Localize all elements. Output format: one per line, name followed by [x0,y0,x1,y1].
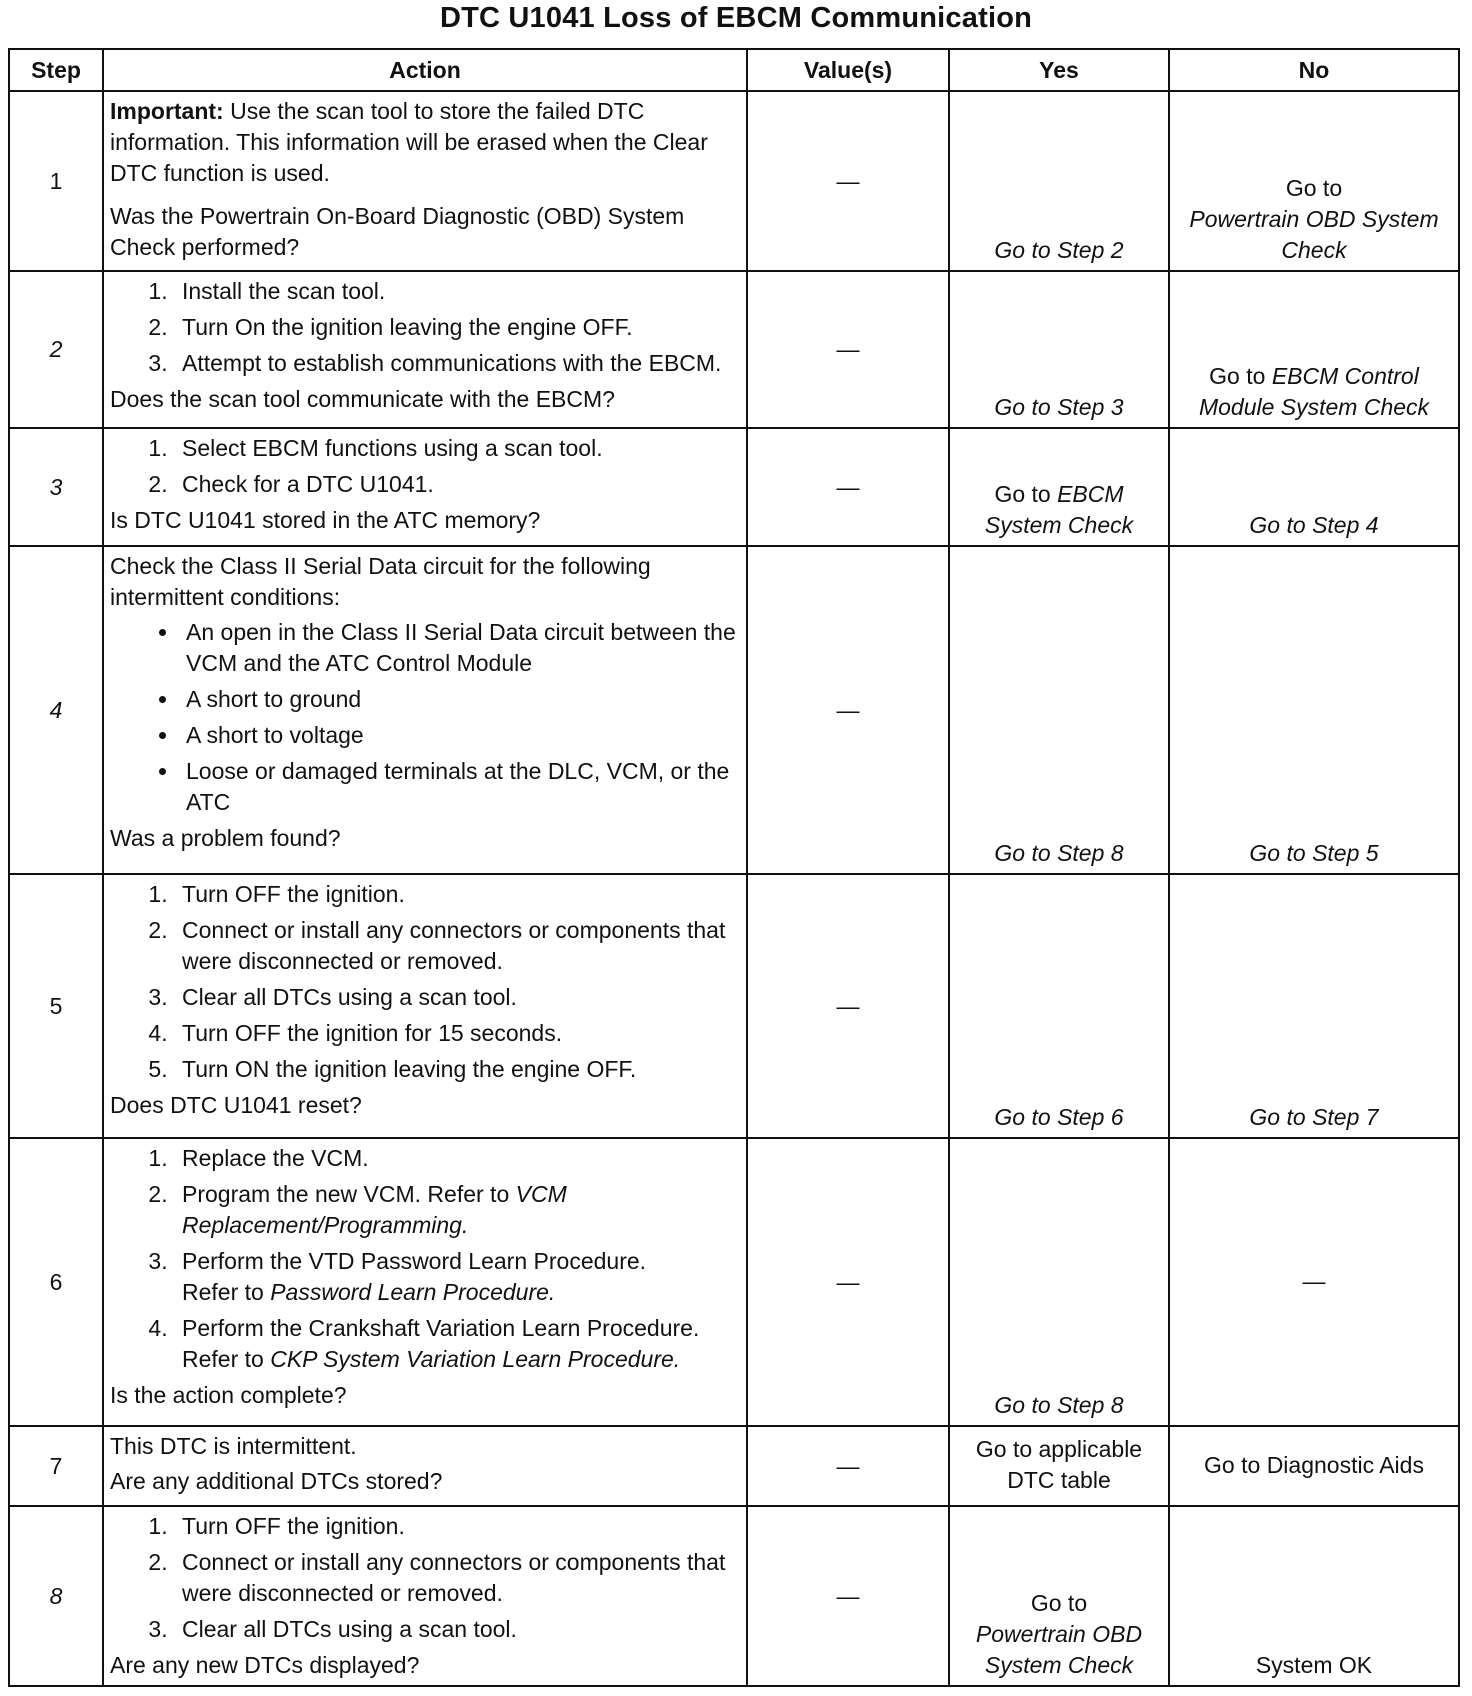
refer-to: Refer to [182,1346,264,1372]
list-item: • Loose or damaged terminals at the DLC, VCM, or the ATC [180,756,738,818]
value-cell: — [747,546,949,874]
value-cell: — [747,1506,949,1686]
list-item [174,1246,738,1308]
question: Was the Powertrain On-Board Diagnostic (OBD) System Check performed? [110,203,685,260]
value-cell: — [747,271,949,428]
yes-prefix: Go to [994,481,1051,507]
no-cell [1169,874,1459,1138]
yes-link-go-to-step-2[interactable]: Go to Step 2 [994,237,1124,263]
yes-link-powertrain-obd-system-check[interactable]: Powertrain OBD System Check [975,1621,1143,1678]
action-list [110,1143,738,1375]
header-values: Value(s) [747,49,949,91]
list-item: 1. Install the scan tool. [174,276,738,307]
list-item: 1. Turn OFF the ignition. [174,879,738,910]
step-number: 6 [9,1138,103,1426]
action-cell [103,1138,747,1426]
header-action: Action [103,49,747,91]
list-item: • A short to voltage [180,720,738,751]
list-item: 1. Turn OFF the ignition. [174,1511,738,1542]
no-link-go-to-step-4[interactable]: Go to Step 4 [1249,512,1379,538]
header-row [9,49,1459,91]
yes-link-go-to-step-6[interactable]: Go to Step 6 [994,1104,1124,1130]
table-row-step-8 [9,1506,1459,1686]
list-item: • An open in the Class II Serial Data circuit between the VCM and the ATC Control Module [180,617,738,679]
list-item: 3. Attempt to establish communications with the EBCM. [174,348,738,379]
question: Was a problem found? [110,825,341,851]
important-text: Use the scan tool to store the failed DTC information. This information will be erased when the Clear DTC function is used. [110,98,708,186]
list-item: • A short to ground [180,684,738,715]
question: Is DTC U1041 stored in the ATC memory? [110,507,541,533]
no-link-diagnostic-aids[interactable]: Go to Diagnostic Aids [1204,1451,1424,1478]
list-item: 3. Clear all DTCs using a scan tool. [174,982,738,1013]
table-row-step-5 [9,874,1459,1138]
no-prefix: Go to [1209,363,1266,389]
list-item: 2. Turn On the ignition leaving the engine OFF. [174,312,738,343]
diagnostic-table [8,48,1460,1687]
yes-link-go-to-step-3[interactable]: Go to Step 3 [994,394,1124,420]
ref-link-ckp-variation-learn[interactable]: CKP System Variation Learn Procedure. [270,1346,681,1372]
yes-cell [949,1426,1169,1506]
header-yes: Yes [949,49,1169,91]
value-cell: — [747,91,949,271]
no-prefix: Go to [1285,175,1343,201]
no-link-powertrain-obd-system-check[interactable]: Powertrain OBD System Check [1189,206,1439,263]
value-cell: — [747,1138,949,1426]
table-row-step-1 [9,91,1459,271]
yes-cell [949,428,1169,546]
step-number: 8 [9,1506,103,1686]
no-cell [1169,271,1459,428]
question: Does the scan tool communicate with the EBCM? [110,386,615,412]
no-cell [1169,546,1459,874]
yes-link-dtc-table[interactable]: Go to applicable DTC table [975,1436,1143,1493]
intro-text: Check the Class II Serial Data circuit for the following intermittent conditions: [110,553,651,610]
action-cell [103,546,747,874]
no-link-go-to-step-7[interactable]: Go to Step 7 [1249,1104,1379,1130]
no-cell: System OK [1169,1506,1459,1686]
important-label: Important: [110,98,224,124]
table-row-step-3 [9,428,1459,546]
yes-cell [949,91,1169,271]
list-item: 4. Turn OFF the ignition for 15 seconds. [174,1018,738,1049]
yes-cell [949,874,1169,1138]
refer-to: Refer to [182,1279,264,1305]
list-item: 1. Select EBCM functions using a scan tool. [174,433,738,464]
step-number: 4 [9,546,103,874]
question: Is the action complete? [110,1382,347,1408]
value-cell: — [747,874,949,1138]
list-item: 3. Clear all DTCs using a scan tool. [174,1614,738,1645]
item-text: Program the new VCM. Refer to [182,1181,510,1207]
yes-cell [949,1138,1169,1426]
item-text: Perform the VTD Password Learn Procedure. [182,1248,647,1274]
no-cell [1169,91,1459,271]
item-text: Perform the Crankshaft Variation Learn Procedure. [182,1315,700,1341]
list-item [174,1143,738,1174]
table-row-step-7 [9,1426,1459,1506]
table-row-step-4 [9,546,1459,874]
important-note [110,96,738,189]
yes-link-go-to-step-8[interactable]: Go to Step 8 [994,840,1124,866]
statement: This DTC is intermittent. [110,1433,357,1459]
condition-list [110,617,738,818]
yes-link-go-to-step-8[interactable]: Go to Step 8 [994,1392,1124,1418]
no-cell: — [1169,1138,1459,1426]
yes-link-ebcm-system-check[interactable]: EBCM System Check [984,481,1134,538]
question: Does DTC U1041 reset? [110,1092,362,1118]
no-cell [1169,428,1459,546]
step-number: 3 [9,428,103,546]
step-number: 2 [9,271,103,428]
list-item [174,1179,738,1241]
action-cell [103,428,747,546]
yes-prefix: Go to [1030,1590,1088,1616]
header-no: No [1169,49,1459,91]
yes-cell [949,546,1169,874]
yes-cell [949,271,1169,428]
list-item: 2. Check for a DTC U1041. [174,469,738,500]
action-cell [103,271,747,428]
action-list [110,433,738,500]
list-item: 2. Connect or install any connectors or components that were disconnected or removed. [174,1547,738,1609]
no-link-ebcm-control-module-system-check[interactable]: EBCM Control Module System Check [1198,363,1430,420]
table-row-step-2 [9,271,1459,428]
value-cell: — [747,428,949,546]
table-row-step-6 [9,1138,1459,1426]
no-link-go-to-step-5[interactable]: Go to Step 5 [1249,840,1379,866]
action-list [110,1511,738,1645]
item-text: Replace the VCM. [182,1145,369,1171]
action-cell [103,1426,747,1506]
value-cell: — [747,1426,949,1506]
question: Are any additional DTCs stored? [110,1468,443,1494]
action-list [110,276,738,379]
header-step: Step [9,49,103,91]
question: Are any new DTCs displayed? [110,1652,420,1678]
step-number: 5 [9,874,103,1138]
list-item [174,1313,738,1375]
no-cell [1169,1426,1459,1506]
yes-cell [949,1506,1169,1686]
page-title: DTC U1041 Loss of EBCM Communication [439,2,1033,34]
step-number: 7 [9,1426,103,1506]
ref-link-password-learn[interactable]: Password Learn Procedure. [270,1279,556,1305]
list-item: 5. Turn ON the ignition leaving the engine OFF. [174,1054,738,1085]
action-cell [103,91,747,271]
action-list [110,879,738,1085]
step-number: 1 [9,91,103,271]
list-item: 2. Connect or install any connectors or components that were disconnected or removed. [174,915,738,977]
action-cell [103,1506,747,1686]
action-cell [103,874,747,1138]
ref-link-vcm-replacement[interactable]: VCM Replacement/Programming. [182,1181,567,1238]
